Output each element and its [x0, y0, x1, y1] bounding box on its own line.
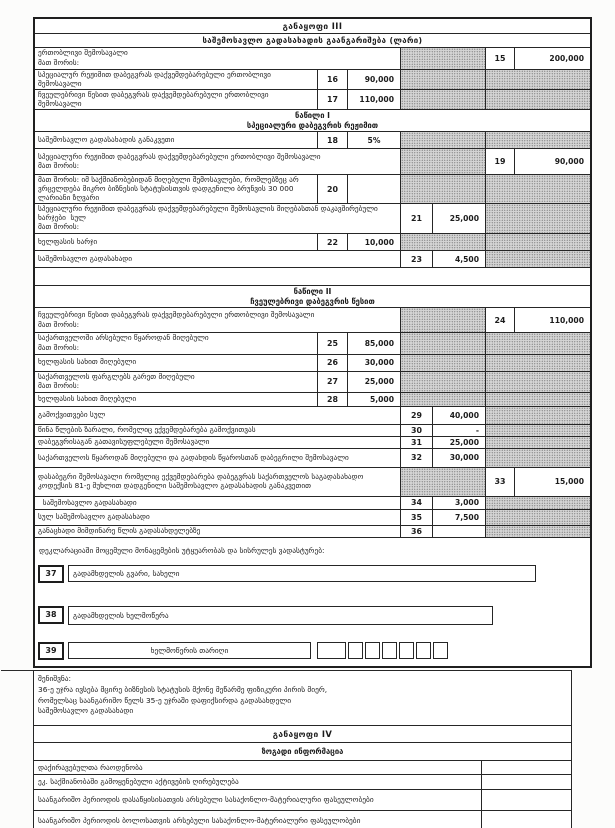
part-header-line1: ნაწილი I — [295, 111, 330, 121]
section3-subtitle: საშემოსავლო გადასახადის გაანგარიშება (ლარი) — [202, 36, 423, 45]
hatched-cell — [485, 132, 590, 148]
row-label — [35, 497, 400, 509]
general-info-row — [34, 790, 571, 811]
cell-value: 110,000 — [514, 308, 590, 332]
hatched-cell — [485, 393, 590, 406]
row-label-text: დასაბეგრი შემოსავალი რომელიც ექვემდებარება დაბეგვრას საქართველოს საგადასახადო კოდექსის 81-ე მუხლით დადგენილი საშემოსავლო გადასახადის განაკვეთით — [38, 472, 366, 490]
cell-value: 5,000 — [347, 393, 400, 406]
row-sublabel: მათ შორის: — [38, 319, 80, 329]
hatched-cell — [485, 70, 590, 89]
hatched-cell — [400, 372, 485, 392]
signature-fields — [37, 565, 586, 660]
form-row-36 — [35, 525, 590, 537]
part-header — [35, 285, 590, 307]
cell-number: 35 — [400, 510, 432, 525]
row-label-text: ჩვეულებრივი წესით დაბეგვრას დაქვემდებარებული ერთობლივი შემოსავალი — [38, 90, 271, 108]
row-label — [35, 407, 400, 424]
general-info-value-cell — [481, 811, 571, 828]
date-cell — [365, 642, 380, 659]
cell-value: 30,000 — [432, 449, 485, 467]
part-header-line1: ნაწილი II — [293, 287, 332, 297]
date-cell — [382, 642, 397, 659]
row-label-text: ჩვეულებრივი წესით დაბეგვრას დაქვემდებარებული ერთობლივი შემოსავალი — [38, 309, 315, 319]
row-label — [35, 90, 317, 109]
cell-number: 27 — [317, 372, 347, 392]
row-sublabel: მათ შორის: — [38, 57, 80, 67]
hatched-cell — [400, 393, 485, 406]
row-label-text: ერთობლივი შემოსავალი — [38, 48, 128, 58]
confirmation-area — [35, 537, 590, 666]
general-info-row — [34, 811, 571, 828]
hatched-cell — [400, 70, 485, 89]
cell-number: 15 — [485, 48, 514, 69]
signature-box: გადამხდელის ხელმოწერა — [68, 606, 493, 625]
form-row-17 — [35, 89, 590, 109]
general-info-value-cell — [481, 790, 571, 810]
income-tax-table — [33, 17, 592, 668]
form-row-21 — [35, 203, 590, 233]
cell-number: 16 — [317, 70, 347, 89]
row-label — [35, 175, 317, 203]
hatched-cell — [485, 204, 590, 233]
field-38-number: 38 — [38, 606, 64, 624]
hatched-cell — [485, 526, 590, 537]
form-row-22 — [35, 233, 590, 250]
form-row-35 — [35, 509, 590, 525]
note-text: 36-ე უჯრა ივსება მცირე ბიზნესის სტატუსის მქონე მეწარმე ფიზიკური პირის მიერ, რომელსაც საანგარიშო წელს 35-ე უჯრაში დაფიქსირდა გადასახდელი საშემოსავლო გადასახადი — [38, 684, 328, 716]
hatched-cell — [485, 372, 590, 392]
cell-value — [347, 175, 400, 203]
cell-value: 4,500 — [432, 251, 485, 267]
cell-value: 25,000 — [432, 204, 485, 233]
general-info-label: საანგარიშო პერიოდის დასაწყისისათვის არსებული სასაქონლო-მატერიალური ფასეულობები — [38, 794, 374, 804]
cell-value: 85,000 — [347, 333, 400, 353]
row-label-text: მათ შორის: იმ საქმიანობებიდან მიღებული შემოსავლები, რომლებზეც არ ვრცელდება მიკრო ბიზნესის სტატუსისთვის დადგენილი ბრუნვის 30 000 ლარიანი ზღვარი — [38, 175, 301, 202]
cell-number: 34 — [400, 497, 432, 509]
row-label-text: ხელფასის სახით მიღებული — [38, 357, 137, 367]
field-row-37 — [38, 565, 586, 583]
cell-value: 7,500 — [432, 510, 485, 525]
row-label-text: წინა წლების ზარალი, რომელიც ექვემდებარება გამოქვითვას — [38, 425, 256, 435]
section4-title: განაყოფი IV — [34, 726, 571, 743]
date-cell — [348, 642, 363, 659]
cell-number: 36 — [400, 526, 432, 537]
field-37-number: 37 — [38, 565, 64, 583]
row-sublabel: მათ შორის: — [38, 381, 80, 391]
date-cell — [433, 642, 448, 659]
general-info-label: ეკ. საქმიანობაში გამოყენებული აქტივების ღირებულება — [38, 777, 239, 787]
date-cell — [416, 642, 431, 659]
date-cell — [317, 642, 346, 659]
hatched-cell — [400, 355, 485, 371]
cell-number: 18 — [317, 132, 347, 148]
form-row-20 — [35, 174, 590, 203]
cell-value: 3,000 — [432, 497, 485, 509]
cell-value: 30,000 — [347, 355, 400, 371]
row-label — [35, 204, 400, 233]
form-row-23 — [35, 250, 590, 267]
cell-number: 24 — [485, 308, 514, 332]
row-label — [35, 234, 317, 250]
field-row-39 — [38, 642, 586, 660]
form-row-32 — [35, 448, 590, 467]
form-row-31 — [35, 436, 590, 448]
cell-number: 29 — [400, 407, 432, 424]
note-title: შენიშვნა: — [38, 673, 71, 683]
cell-number: 32 — [400, 449, 432, 467]
row-label — [35, 449, 400, 467]
row-label — [35, 333, 317, 353]
spacer-row — [35, 267, 590, 285]
row-sublabel: მათ შორის: — [38, 161, 80, 171]
section3-title: განაყოფი III — [282, 21, 343, 31]
row-label — [35, 425, 400, 436]
form-row-26 — [35, 354, 590, 371]
row-label — [35, 308, 400, 332]
cell-value: 25,000 — [432, 437, 485, 448]
cell-number: 33 — [485, 468, 514, 496]
field-39-number: 39 — [38, 642, 64, 660]
row-label — [35, 393, 317, 406]
cell-number: 28 — [317, 393, 347, 406]
form-row-27 — [35, 371, 590, 392]
confirmation-statement: დეკლარაციაში მოცემული მონაცემების უტყუარობას და სისრულეს ვადასტურებ: — [39, 545, 325, 555]
hatched-cell — [485, 497, 590, 509]
row-label — [35, 149, 400, 174]
row-label-text: საშემოსავლო გადასახადის განაკვეთი — [38, 135, 175, 145]
part-header-line2: ჩვეულებრივი დაბეგვრის წესით — [250, 296, 375, 306]
cell-number: 26 — [317, 355, 347, 371]
form-row-34 — [35, 496, 590, 509]
section4-subtitle: ზოგადი ინფორმაცია — [34, 743, 571, 761]
hatched-cell — [485, 425, 590, 436]
cell-value: 90,000 — [514, 149, 590, 174]
form-row-30 — [35, 424, 590, 436]
cell-value: 200,000 — [514, 48, 590, 69]
hatched-cell — [400, 234, 485, 250]
note-and-general-info-block — [33, 670, 572, 828]
row-label — [35, 70, 317, 89]
hatched-cell — [400, 468, 485, 496]
row-label — [35, 526, 400, 537]
row-label — [35, 355, 317, 371]
form-row-25 — [35, 332, 590, 353]
cell-number: 30 — [400, 425, 432, 436]
row-label — [35, 372, 317, 392]
field-row-38 — [38, 606, 586, 625]
row-label-text: სპეციალური რეჟიმით დაბეგვრას დაქვემდებარებული შემოსავლის მიღებასთან დაკავშირებული ხარჯები სულ — [38, 204, 381, 222]
hatched-cell — [400, 48, 485, 69]
cell-value: 40,000 — [432, 407, 485, 424]
cell-value: 5% — [347, 132, 400, 148]
general-info-row — [34, 761, 571, 775]
general-info-label: დაქირავებულთა რაოდენობა — [38, 763, 143, 773]
general-info-value-cell — [481, 775, 571, 788]
cell-number: 25 — [317, 333, 347, 353]
hatched-cell — [485, 175, 590, 203]
hatched-cell — [485, 90, 590, 109]
form-row-29 — [35, 406, 590, 424]
cell-value: - — [432, 425, 485, 436]
hatched-cell — [485, 510, 590, 525]
hatched-cell — [400, 333, 485, 353]
row-label — [35, 132, 317, 148]
hatched-cell — [400, 90, 485, 109]
row-label — [35, 468, 400, 496]
row-label-text: სულ საშემოსავლო გადასახადი — [38, 512, 150, 522]
row-label-text: სპეციალურ რეჟიმით დაბეგვრას დაქვემდებარებული ერთობლივი შემოსავალი — [38, 70, 274, 88]
note-area — [34, 671, 571, 726]
row-label-text: დაბეგვრისაგან გათავისუფლებული შემოსავალი — [38, 437, 210, 447]
row-label-text: საშემოსავლო გადასახადი — [38, 497, 137, 507]
row-label — [35, 48, 400, 69]
form-row-24 — [35, 307, 590, 332]
row-label — [35, 510, 400, 525]
form-row-28 — [35, 392, 590, 406]
cell-number: 19 — [485, 149, 514, 174]
form-row-19 — [35, 148, 590, 174]
cell-number: 17 — [317, 90, 347, 109]
hatched-cell — [485, 437, 590, 448]
margin-tick-line — [1, 670, 34, 671]
form-row-16 — [35, 69, 590, 89]
cell-value: 90,000 — [347, 70, 400, 89]
form-sheet — [33, 17, 592, 828]
hatched-cell — [485, 251, 590, 267]
cell-value: 110,000 — [347, 90, 400, 109]
part-header-line2: სპეციალური დაბეგვრის რეჟიმით — [246, 120, 379, 130]
row-label-text: გამოქვითვები სულ — [38, 410, 106, 420]
hatched-cell — [485, 333, 590, 353]
row-label-text: საქართველოს ფარგლებს გარეთ მიღებული — [38, 371, 195, 381]
row-label — [35, 251, 400, 267]
date-cells — [315, 642, 448, 659]
cell-value: 15,000 — [514, 468, 590, 496]
form-row-15 — [35, 47, 590, 69]
taxpayer-name-box: გადამხდელის გვარი, სახელი — [68, 565, 536, 582]
cell-number: 20 — [317, 175, 347, 203]
form-row-18 — [35, 131, 590, 148]
cell-number: 23 — [400, 251, 432, 267]
form-row-33 — [35, 467, 590, 496]
date-label-box: ხელმოწერის თარიღი — [68, 642, 311, 659]
cell-value — [432, 526, 485, 537]
hatched-cell — [400, 308, 485, 332]
row-label-text: განაცხადი მიმდინარე წლის გადასახდელებზე — [38, 526, 201, 536]
general-info-row — [34, 775, 571, 789]
hatched-cell — [485, 407, 590, 424]
row-label-text: საშემოსავლო გადასახადი — [38, 253, 133, 263]
general-info-value-cell — [481, 761, 571, 774]
row-label-text: საქართველოში არსებული წყაროდან მიღებული — [38, 333, 209, 343]
cell-number: 22 — [317, 234, 347, 250]
section3-rows — [35, 47, 590, 537]
row-label-text: სპეციალური რეჟიმით დაბეგვრას დაქვემდებარებული ერთობლივი შემოსავალი — [38, 151, 321, 161]
cell-value: 10,000 — [347, 234, 400, 250]
hatched-cell — [400, 132, 485, 148]
hatched-cell — [400, 149, 485, 174]
section4-rows — [34, 761, 571, 828]
row-label — [35, 437, 400, 448]
hatched-cell — [485, 449, 590, 467]
row-sublabel: მათ შორის: — [38, 342, 80, 352]
part-header — [35, 109, 590, 131]
hatched-cell — [400, 175, 485, 203]
row-label-text: ხელფასის ხარჯი — [38, 236, 98, 246]
date-cell — [399, 642, 414, 659]
cell-value: 25,000 — [347, 372, 400, 392]
row-label-text: ხელფასის სახით მიღებული — [38, 394, 137, 404]
row-sublabel: მათ შორის: — [38, 222, 80, 232]
hatched-cell — [485, 355, 590, 371]
hatched-cell — [485, 234, 590, 250]
row-label-text: საქართველოს წყაროდან მიღებული და გადახდის წყაროსთან დაბეგრილი შემოსავალი — [38, 452, 349, 462]
cell-number: 21 — [400, 204, 432, 233]
cell-number: 31 — [400, 437, 432, 448]
general-info-label: საანგარიშო პერიოდის ბოლოსათვის არსებული სასაქონლო-მატერიალური ფასეულობები — [38, 815, 361, 825]
